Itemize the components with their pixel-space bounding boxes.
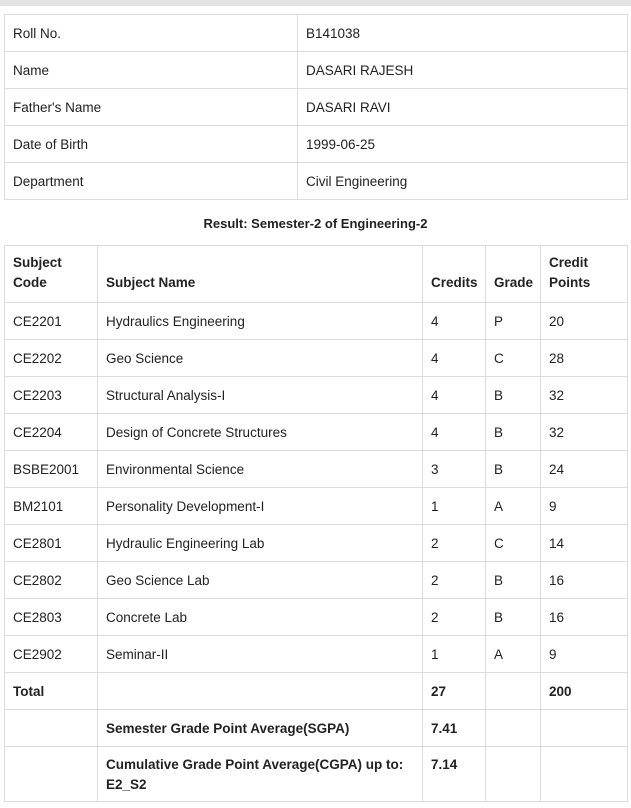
cgpa-label: Cumulative Grade Point Average(CGPA) up to: E2_S2 (98, 747, 423, 802)
cgpa-empty-grade (486, 747, 541, 802)
header-subject-code: Subject Code (5, 246, 98, 303)
subject-name: Concrete Lab (98, 599, 423, 636)
cgpa-value: 7.14 (423, 747, 486, 802)
subject-code: CE2204 (5, 414, 98, 451)
sgpa-label: Semester Grade Point Average(SGPA) (98, 710, 423, 747)
dob-label: Date of Birth (5, 126, 298, 163)
sgpa-empty-cell (5, 710, 98, 747)
student-row-dob (5, 126, 628, 163)
grade: A (486, 636, 541, 673)
department-value: Civil Engineering (298, 163, 628, 200)
student-row-roll-no (5, 15, 628, 52)
result-header-row (5, 246, 628, 303)
total-row (5, 673, 628, 710)
top-divider-bar (0, 0, 631, 6)
header-subject-name: Subject Name (98, 246, 423, 303)
credits: 4 (423, 377, 486, 414)
roll-no-label: Roll No. (5, 15, 298, 52)
roll-no-value: B141038 (298, 15, 628, 52)
header-credit-points: Credit Points (541, 246, 628, 303)
cgpa-empty-cell (5, 747, 98, 802)
student-row-name (5, 52, 628, 89)
credits: 4 (423, 340, 486, 377)
subject-code: CE2202 (5, 340, 98, 377)
father-name-label: Father's Name (5, 89, 298, 126)
subject-code: CE2203 (5, 377, 98, 414)
name-label: Name (5, 52, 298, 89)
table-row (5, 562, 628, 599)
result-table (4, 245, 628, 802)
result-title: Result: Semester-2 of Engineering-2 (203, 216, 428, 231)
credits: 1 (423, 636, 486, 673)
father-name-value: DASARI RAVI (298, 89, 628, 126)
subject-code: CE2803 (5, 599, 98, 636)
grade: B (486, 562, 541, 599)
grade: B (486, 377, 541, 414)
student-info-table (4, 14, 628, 200)
total-credit-points: 200 (541, 673, 628, 710)
credit-points: 16 (541, 599, 628, 636)
subject-name: Geo Science Lab (98, 562, 423, 599)
table-row (5, 599, 628, 636)
grade: C (486, 340, 541, 377)
subject-name: Structural Analysis-I (98, 377, 423, 414)
header-credits: Credits (423, 246, 486, 303)
subject-name: Hydraulics Engineering (98, 303, 423, 340)
table-row (5, 303, 628, 340)
grade: B (486, 414, 541, 451)
table-row (5, 340, 628, 377)
sgpa-empty-points (541, 710, 628, 747)
subject-code: CE2802 (5, 562, 98, 599)
department-label: Department (5, 163, 298, 200)
credits: 2 (423, 525, 486, 562)
total-grade-empty (486, 673, 541, 710)
credit-points: 24 (541, 451, 628, 488)
table-row (5, 451, 628, 488)
credit-points: 32 (541, 414, 628, 451)
sgpa-value: 7.41 (423, 710, 486, 747)
grade: B (486, 451, 541, 488)
credits: 3 (423, 451, 486, 488)
name-value: DASARI RAJESH (298, 52, 628, 89)
subject-name: Design of Concrete Structures (98, 414, 423, 451)
total-label: Total (5, 673, 98, 710)
subject-code: CE2902 (5, 636, 98, 673)
cgpa-row (5, 747, 628, 802)
student-row-department (5, 163, 628, 200)
credit-points: 32 (541, 377, 628, 414)
table-row (5, 636, 628, 673)
subject-name: Geo Science (98, 340, 423, 377)
credits: 2 (423, 599, 486, 636)
table-row (5, 488, 628, 525)
credit-points: 9 (541, 636, 628, 673)
credits: 4 (423, 303, 486, 340)
dob-value: 1999-06-25 (298, 126, 628, 163)
grade: C (486, 525, 541, 562)
grade: B (486, 599, 541, 636)
grade: P (486, 303, 541, 340)
cgpa-empty-points (541, 747, 628, 802)
subject-code: CE2801 (5, 525, 98, 562)
credit-points: 14 (541, 525, 628, 562)
sgpa-row (5, 710, 628, 747)
subject-name: Seminar-II (98, 636, 423, 673)
total-credits: 27 (423, 673, 486, 710)
credit-points: 16 (541, 562, 628, 599)
credit-points: 28 (541, 340, 628, 377)
subject-code: BSBE2001 (5, 451, 98, 488)
subject-name: Personality Development-I (98, 488, 423, 525)
student-row-father-name (5, 89, 628, 126)
header-grade: Grade (486, 246, 541, 303)
table-row (5, 377, 628, 414)
sgpa-empty-grade (486, 710, 541, 747)
subject-code: CE2201 (5, 303, 98, 340)
table-row (5, 525, 628, 562)
credit-points: 20 (541, 303, 628, 340)
table-row (5, 414, 628, 451)
subject-name: Hydraulic Engineering Lab (98, 525, 423, 562)
subject-name: Environmental Science (98, 451, 423, 488)
credit-points: 9 (541, 488, 628, 525)
grade: A (486, 488, 541, 525)
credits: 1 (423, 488, 486, 525)
total-empty-cell (98, 673, 423, 710)
credits: 4 (423, 414, 486, 451)
credits: 2 (423, 562, 486, 599)
subject-code: BM2101 (5, 488, 98, 525)
